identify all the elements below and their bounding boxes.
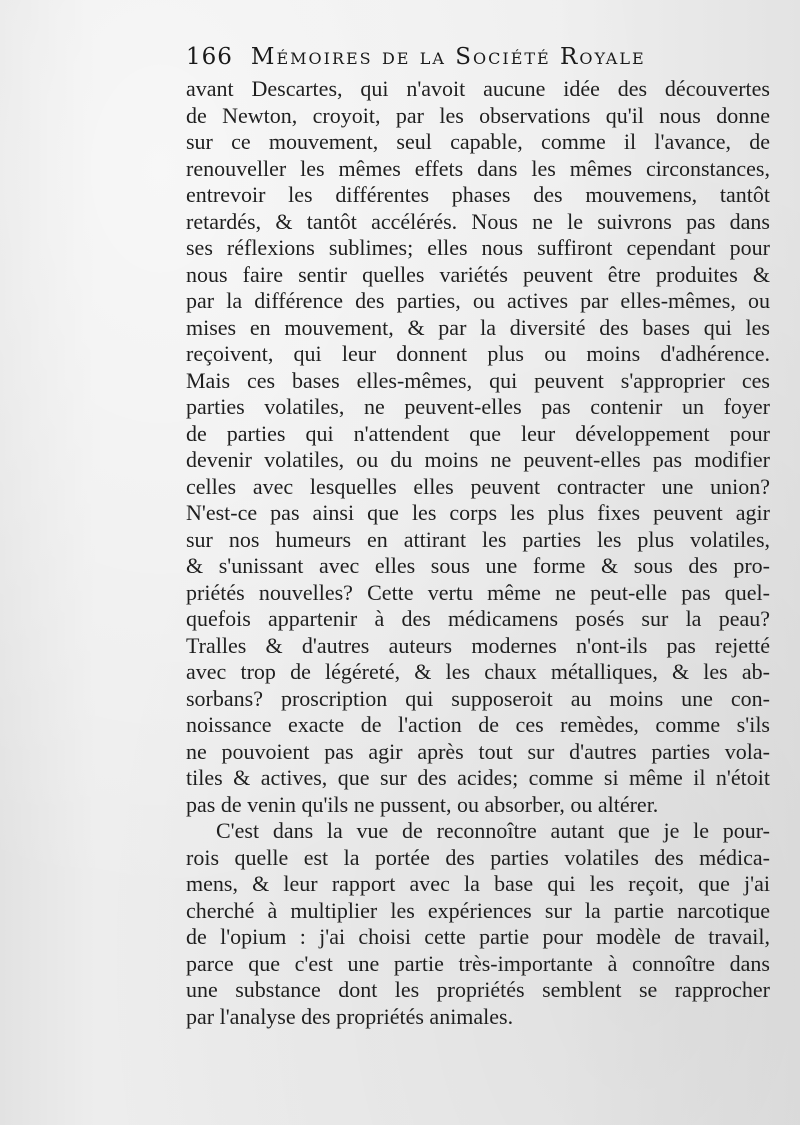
body-text bbox=[186, 76, 770, 1030]
text-line: tiles & actives, que sur des acides; comme si même il n'étoit bbox=[186, 765, 770, 790]
text-line: parties volatiles, ne peuvent-elles pas contenir un foyer bbox=[186, 394, 770, 419]
paragraph-start-line: C'est dans la vue de reconnoître autant que je le pour- bbox=[216, 818, 770, 843]
text-line: devenir volatiles, ou du moins ne peuvent-elles pas modifier bbox=[186, 447, 770, 472]
text-line: reçoivent, qui leur donnent plus ou moins d'adhérence. bbox=[186, 341, 770, 366]
text-line: de l'opium : j'ai choisi cette partie pour modèle de travail, bbox=[186, 924, 770, 949]
page-number: 166 bbox=[186, 44, 233, 70]
text-line: avant Descartes, qui n'avoit aucune idée des découvertes bbox=[186, 76, 770, 101]
running-head bbox=[186, 44, 746, 76]
text-line: entrevoir les différentes phases des mouvemens, tantôt bbox=[186, 182, 770, 207]
text-line: priétés nouvelles? Cette vertu même ne peut-elle pas quel- bbox=[186, 579, 770, 605]
text-line: rois quelle est la portée des parties volatiles des médica- bbox=[186, 844, 770, 870]
text-line: Mais ces bases elles-mêmes, qui peuvent s'approprier ces bbox=[186, 367, 770, 393]
text-line: noissance exacte de l'action de ces remèdes, comme s'ils bbox=[186, 712, 770, 737]
text-line: sur nos humeurs en attirant les parties les plus volatiles, bbox=[186, 526, 770, 552]
text-line: ses réflexions sublimes; elles nous suffiront cependant pour bbox=[186, 235, 770, 260]
text-line: & s'unissant avec elles sous une forme & sous des pro- bbox=[186, 553, 770, 578]
text-line: pas de venin qu'ils ne pussent, ou absorber, ou altérer. bbox=[186, 791, 659, 817]
running-title: Mémoires de la Société Royale bbox=[250, 44, 646, 70]
text-line: mens, & leur rapport avec la base qui les reçoit, que j'ai bbox=[186, 871, 770, 896]
text-line: Tralles & d'autres auteurs modernes n'ont-ils pas rejetté bbox=[186, 632, 770, 658]
text-line: N'est-ce pas ainsi que les corps les plus fixes peuvent agir bbox=[186, 500, 770, 525]
text-line: parce que c'est une partie très-importante à connoître dans bbox=[186, 950, 770, 976]
text-line: par l'analyse des propriétés animales. bbox=[186, 1003, 514, 1029]
text-line: par la différence des parties, ou actives par elles-mêmes, ou bbox=[186, 288, 770, 313]
text-line: avec trop de légéreté, & les chaux métalliques, & les ab- bbox=[186, 659, 770, 684]
text-line: mises en mouvement, & par la diversité des bases qui les bbox=[186, 314, 770, 340]
text-line: cherché à multiplier les expériences sur la partie narcotique bbox=[186, 897, 770, 923]
text-line: quefois appartenir à des médicamens posés sur la peau? bbox=[186, 606, 770, 631]
text-line: celles avec lesquelles elles peuvent contracter une union? bbox=[186, 473, 770, 499]
text-line: nous faire sentir quelles variétés peuvent être produites & bbox=[186, 261, 770, 287]
text-line: ne pouvoient pas agir après tout sur d'autres parties vola- bbox=[186, 738, 770, 764]
text-line: de Newton, croyoit, par les observations qu'il nous donne bbox=[186, 102, 770, 128]
text-line: sur ce mouvement, seul capable, comme il l'avance, de bbox=[186, 129, 770, 154]
text-line: sorbans? proscription qui supposeroit au moins une con- bbox=[186, 685, 770, 711]
text-line: retardés, & tantôt accélérés. Nous ne le suivrons pas dans bbox=[186, 208, 770, 234]
text-line: renouveller les mêmes effets dans les mêmes circonstances, bbox=[186, 155, 770, 181]
text-line: de parties qui n'attendent que leur développement pour bbox=[186, 420, 770, 446]
text-line: une substance dont les propriétés semblent se rapprocher bbox=[186, 977, 770, 1002]
